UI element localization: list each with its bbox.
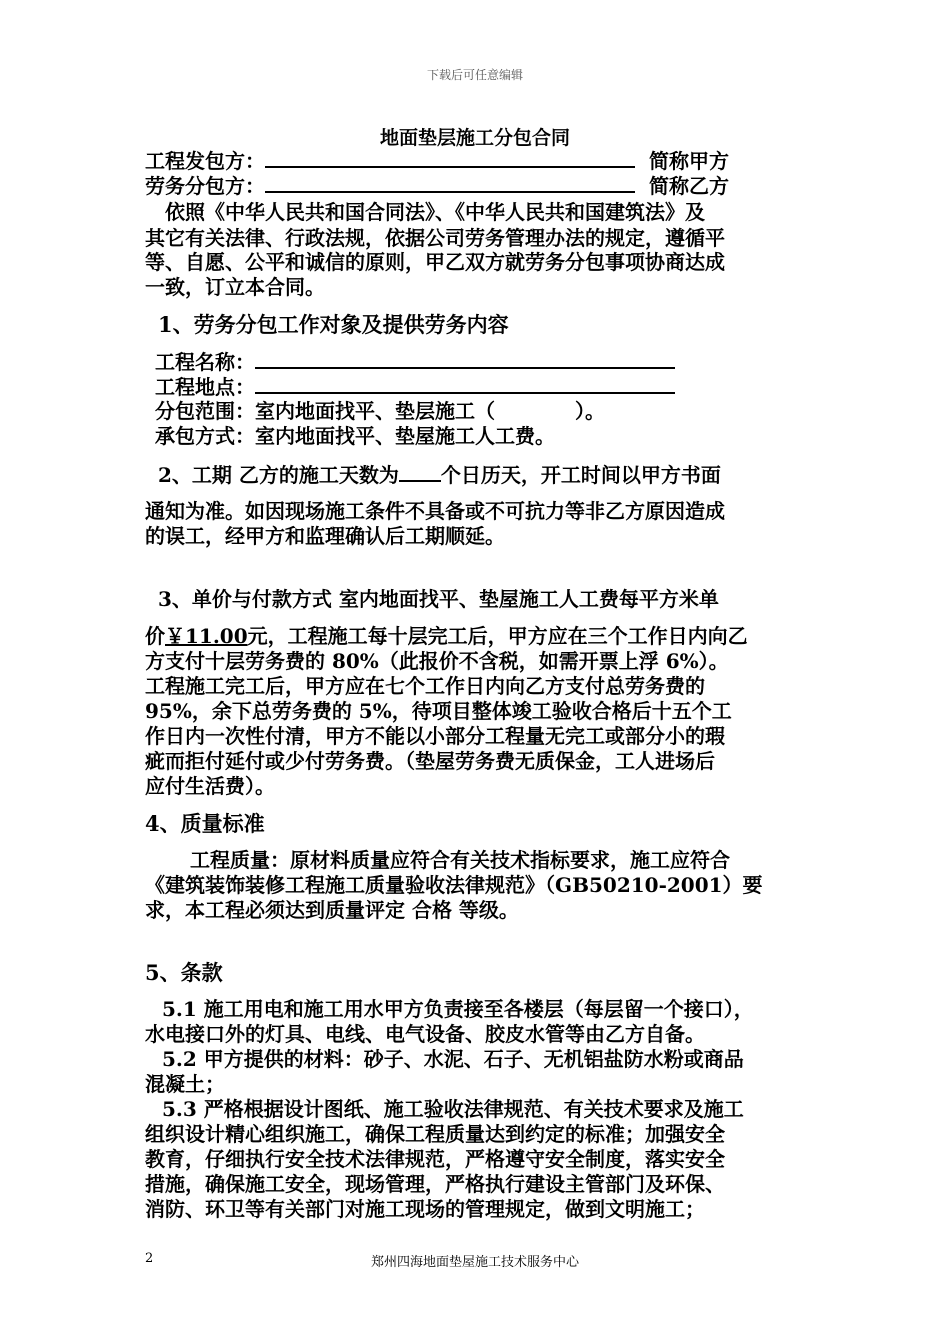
project-location-label: 工程地点：	[155, 375, 255, 399]
project-name-label: 工程名称：	[155, 350, 255, 374]
duration-blank-line	[399, 462, 441, 482]
scope-line: 分包范围：室内地面找平、垫层施工（ ）。	[155, 399, 605, 423]
subcontractor-blank-line	[265, 173, 635, 193]
clause-line: 5.1 施工用电和施工用水甲方负责接至各楼层（每层留一个接口），	[162, 997, 754, 1021]
section3-lead: 3、单价与付款方式 室内地面找平、垫屋施工人工费每平方米单	[158, 587, 719, 611]
subcontractor-alias: 简称乙方	[649, 174, 729, 198]
clause-line: 消防、环卫等有关部门对施工现场的管理规定，做到文明施工；	[145, 1197, 705, 1221]
intro-line: 一致，订立本合同。	[145, 275, 325, 299]
section2-lead	[158, 462, 721, 488]
method-line: 承包方式：室内地面找平、垫屋施工人工费。	[155, 424, 555, 448]
clause-line: 措施，确保施工安全，现场管理，严格执行建设主管部门及环保、	[145, 1172, 725, 1196]
clause-line: 教育，仔细执行安全技术法律规范，严格遵守安全制度，落实安全	[145, 1147, 725, 1171]
section3-price-line	[145, 624, 748, 649]
project-location-row	[155, 374, 675, 400]
project-location-blank-line	[255, 374, 675, 394]
clause-line: 水电接口外的灯具、电线、电气设备、胶皮水管等由乙方自备。	[145, 1022, 705, 1046]
clause-line: 5.2 甲方提供的材料：砂子、水泥、石子、无机铝盐防水粉或商品	[162, 1047, 744, 1071]
unit-price: ￥11.00	[165, 624, 248, 648]
section3-line: 作日内一次性付清，甲方不能以小部分工程量无完工或部分小的瑕	[145, 724, 725, 748]
page-number: 2	[145, 1251, 154, 1266]
contractor-row	[145, 148, 729, 174]
intro-line: 其它有关法律、行政法规，依据公司劳务管理办法的规定，遵循平	[145, 226, 725, 250]
intro-line: 等、自愿、公平和诚信的原则，甲乙双方就劳务分包事项协商达成	[145, 250, 725, 274]
section3-line: 应付生活费）。	[145, 774, 275, 798]
section3-line: 方支付十层劳务费的 80%（此报价不含税，如需开票上浮 6%）。	[145, 649, 729, 673]
section3-line: 95%，余下总劳务费的 5%，待项目整体竣工验收合格后十五个工	[145, 699, 732, 723]
section4-line: 求，本工程必须达到质量评定 合格 等级。	[145, 898, 519, 922]
section3-line: 工程施工完工后，甲方应在七个工作日内向乙方支付总劳务费的	[145, 674, 705, 698]
contractor-blank-line	[265, 148, 635, 168]
contractor-alias: 简称甲方	[649, 149, 729, 173]
clause-line: 组织设计精心组织施工，确保工程质量达到约定的标准；加强安全	[145, 1122, 725, 1146]
section4-heading: 4、质量标准	[145, 811, 265, 836]
clause-line: 5.3 严格根据设计图纸、施工验收法律规范、有关技术要求及施工	[162, 1097, 744, 1121]
section2-lead-b: 个日历天，开工时间以甲方书面	[440, 463, 721, 487]
section2-line: 通知为准。如因现场施工条件不具备或不可抗力等非乙方原因造成	[145, 499, 725, 523]
section4-line: 工程质量：原材料质量应符合有关技术指标要求，施工应符合	[190, 848, 730, 872]
intro-line: 依照《中华人民共和国合同法》、《中华人民共和国建筑法》及	[165, 200, 705, 224]
section1-heading: 1、劳务分包工作对象及提供劳务内容	[158, 312, 509, 337]
price-rest: 元，工程施工每十层完工后，甲方应在三个工作日内向乙	[247, 624, 748, 648]
section5-heading: 5、条款	[145, 960, 223, 985]
price-prefix: 价	[145, 624, 165, 648]
section2-line: 的误工，经甲方和监理确认后工期顺延。	[145, 524, 505, 548]
section3-line: 疵而拒付延付或少付劳务费。（垫屋劳务费无质保金，工人进场后	[145, 749, 715, 773]
clause-line: 混凝土；	[145, 1072, 225, 1096]
header-note: 下载后可任意编辑	[426, 68, 523, 82]
section4-line: 《建筑装饰装修工程施工质量验收法律规范》（GB50210-2001）要	[145, 873, 763, 897]
project-name-row	[155, 349, 675, 375]
subcontractor-row	[145, 173, 729, 199]
contractor-label: 工程发包方：	[145, 149, 265, 173]
section2-lead-a: 2、工期 乙方的施工天数为	[158, 463, 399, 487]
project-name-blank-line	[255, 349, 675, 369]
subcontractor-label: 劳务分包方：	[145, 174, 265, 198]
document-title: 地面垫层施工分包合同	[379, 127, 570, 149]
footer-center-text: 郑州四海地面垫屋施工技术服务中心	[370, 1255, 579, 1270]
